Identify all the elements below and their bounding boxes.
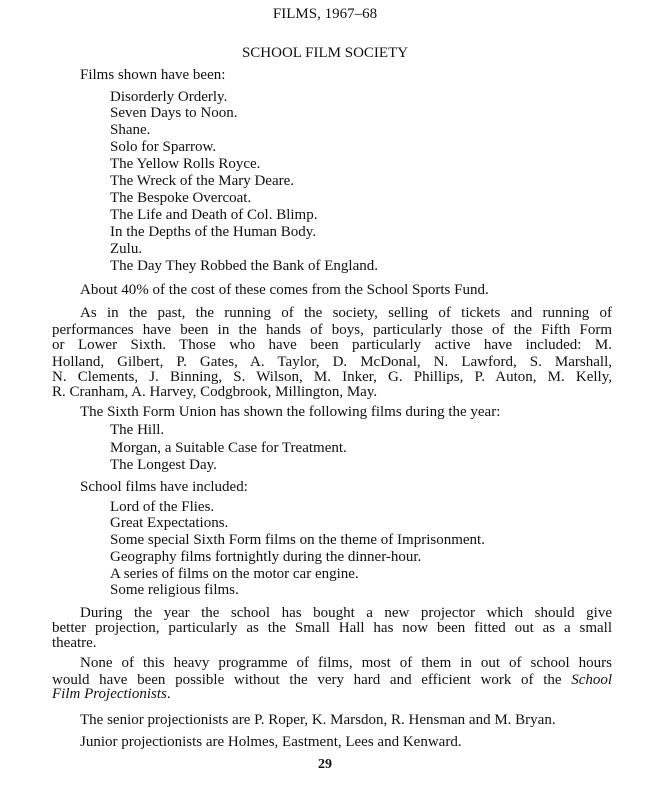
- list-item: Zulu.: [110, 241, 143, 257]
- paragraph-line: Holland, Gilbert, P. Gates, A. Taylor, D. McDonal, N. Lawford, S. Marshall,: [52, 354, 612, 370]
- list-item: Some special Sixth Form films on the theme of Imprisonment.: [110, 532, 485, 548]
- sixth-form-intro: The Sixth Form Union has shown the following films during the year:: [80, 404, 501, 420]
- paragraph-line: R. Cranham, A. Harvey, Codgbrook, Millington, May.: [52, 384, 378, 400]
- paragraph-line: theatre.: [52, 635, 97, 651]
- list-item: Morgan, a Suitable Case for Treatment.: [110, 440, 347, 456]
- paragraph-line: N. Clements, J. Binning, S. Wilson, M. Inker, G. Phillips, P. Auton, M. Kelly,: [52, 369, 612, 385]
- list-item: The Day They Robbed the Bank of England.: [110, 258, 378, 274]
- paragraph-line: During the year the school has bought a new projector which should give: [80, 605, 612, 621]
- cost-note: About 40% of the cost of these comes from the School Sports Fund.: [80, 282, 489, 298]
- senior-projectionists: The senior projectionists are P. Roper, K. Marsdon, R. Hensman and M. Bryan.: [80, 712, 556, 728]
- list-item: The Wreck of the Mary Deare.: [110, 173, 295, 189]
- list-item: Geography films fortnightly during the dinner-hour.: [110, 549, 422, 565]
- paragraph-line: or Lower Sixth. Those who have been particularly active have included: M.: [52, 337, 612, 353]
- junior-projectionists: Junior projectionists are Holmes, Eastment, Lees and Kenward.: [80, 734, 462, 750]
- films-intro: Films shown have been:: [80, 67, 226, 83]
- list-item: Some religious films.: [110, 582, 239, 598]
- paragraph-line: As in the past, the running of the society, selling of tickets and running of: [80, 305, 612, 321]
- list-item: Great Expectations.: [110, 515, 229, 531]
- list-item: The Yellow Rolls Royce.: [110, 156, 261, 172]
- running-header: FILMS, 1967–68: [272, 6, 378, 22]
- school-films-intro: School films have included:: [80, 479, 248, 495]
- italic-text: School: [571, 672, 613, 688]
- paragraph-line: better projection, particularly as the Small Hall has now been fitted out as a small: [52, 620, 612, 636]
- list-item: The Bespoke Overcoat.: [110, 190, 252, 206]
- page-number: 29: [318, 757, 332, 772]
- paragraph-line: performances have been in the hands of boys, particularly those of the Fifth Form: [52, 322, 612, 338]
- list-item: The Life and Death of Col. Blimp.: [110, 207, 318, 223]
- italic-text: Film Projectionists: [52, 686, 167, 702]
- list-item: Lord of the Flies.: [110, 499, 215, 515]
- list-item: Solo for Sparrow.: [110, 139, 217, 155]
- list-item: In the Depths of the Human Body.: [110, 224, 317, 240]
- list-item: The Longest Day.: [110, 457, 217, 473]
- list-item: Disorderly Orderly.: [110, 89, 228, 105]
- paragraph-text: .: [166, 686, 171, 702]
- paragraph-text: would have been possible without the very hard and efficient work of the: [52, 672, 562, 688]
- paragraph-line: None of this heavy programme of films, most of them in out of school hours: [80, 655, 612, 671]
- list-item: Shane.: [110, 122, 151, 138]
- section-title: SCHOOL FILM SOCIETY: [241, 45, 409, 61]
- list-item: The Hill.: [110, 422, 165, 438]
- paragraph-line: [52, 685, 171, 703]
- list-item: A series of films on the motor car engine.: [110, 566, 359, 582]
- list-item: Seven Days to Noon.: [110, 105, 238, 121]
